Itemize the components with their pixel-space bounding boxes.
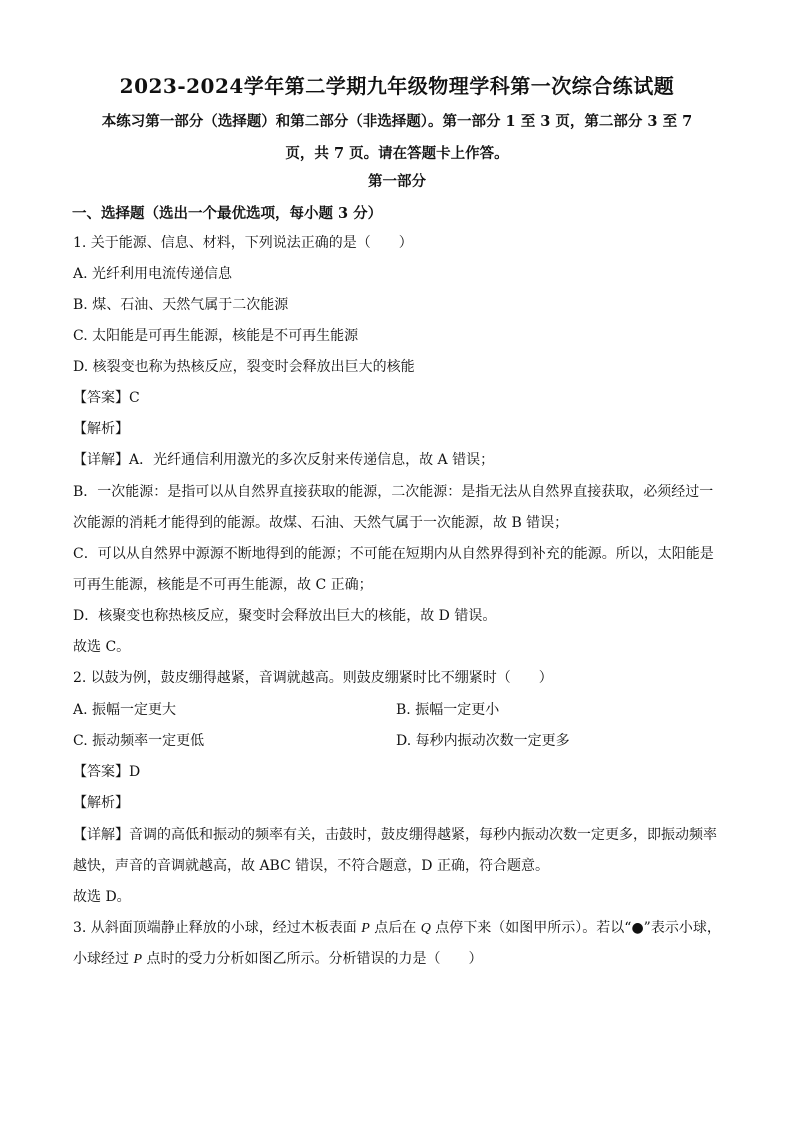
question-2-option-d: D. 每秒内振动次数一定更多 <box>396 733 570 749</box>
question-2-option-b: B. 振幅一定更小 <box>396 702 500 718</box>
point-q-label: Q <box>420 921 431 936</box>
question-1-option-a: A. 光纤利用电流传递信息 <box>73 266 233 282</box>
question-1-option-d: D. 核裂变也称为热核反应，裂变时会释放出巨大的核能 <box>73 359 415 375</box>
section-heading: 一、选择题（选出一个最优选项，每小题 3 分） <box>72 205 383 222</box>
question-1-answer <box>73 386 733 410</box>
stem-text: 3. 从斜面顶端静止释放的小球，经过木板表面 <box>73 920 362 936</box>
question-1-stem: 1. 关于能源、信息、材料，下列说法正确的是（ ） <box>73 235 413 251</box>
page-title: 2023-2024学年第二学期九年级物理学科第一次综合练试题 <box>119 74 675 98</box>
answer-label: 【答案】 <box>73 390 129 406</box>
question-2-option-c: C. 振动频率一定更低 <box>73 733 205 749</box>
point-p-label: P <box>361 921 370 936</box>
answer-label: 【答案】 <box>73 764 129 780</box>
intro-line-2: 页，共 7 页。请在答题卡上作答。 <box>285 145 509 162</box>
question-3-stem-line-2 <box>73 947 733 972</box>
question-2-analysis-label: 【解析】 <box>73 795 129 811</box>
intro-line-1: 本练习第一部分（选择题）和第二部分（非选择题）。第一部分 1 至 3 页，第二部分 3 至 7 <box>101 113 693 130</box>
question-2-conclusion: 故选 D。 <box>73 889 131 905</box>
question-2-detail-line: 越快，声音的音调就越高，故 ABC 错误，不符合题意，D 正确，符合题意。 <box>73 858 549 874</box>
question-2-stem: 2. 以鼓为例，鼓皮绷得越紧，音调就越高。则鼓皮绷紧时比不绷紧时（ ） <box>73 670 553 686</box>
question-1-detail-line: D．核聚变也称热核反应，聚变时会释放出巨大的核能，故 D 错误。 <box>73 608 497 624</box>
stem-text: 小球经过 <box>73 951 134 967</box>
question-1-analysis-label: 【解析】 <box>73 421 129 437</box>
point-p-label: P <box>133 952 143 967</box>
question-1-detail-line: 【详解】A．光纤通信利用激光的多次反射来传递信息，故 A 错误； <box>73 452 495 468</box>
question-3-stem-line-1 <box>73 916 733 941</box>
question-1-detail-line: 可再生能源，核能是不可再生能源，故 C 正确； <box>73 577 373 593</box>
stem-text: 点时的受力分析如图乙所示。分析错误的力是（ ） <box>142 951 483 967</box>
stem-text: 点后在 <box>369 920 421 936</box>
question-1-conclusion: 故选 C。 <box>73 639 131 655</box>
question-1-option-c: C. 太阳能是可再生能源，核能是不可再生能源 <box>73 328 359 344</box>
question-2-answer <box>73 760 733 784</box>
question-1-detail-line: B．一次能源：是指可以从自然界直接获取的能源，二次能源：是指无法从自然界直接获取，必须经过一 <box>73 484 714 500</box>
question-2-detail-line: 【详解】音调的高低和振动的频率有关，击鼓时，鼓皮绷得越紧，每秒内振动次数一定更多，即振动频率 <box>73 827 717 843</box>
question-2-option-a: A. 振幅一定更大 <box>73 702 177 718</box>
answer-value: C <box>129 390 140 406</box>
question-1-detail-line: C．可以从自然界中源源不断地得到的能源；不可能在短期内从自然界得到补充的能源。所以，太阳能是 <box>73 546 714 562</box>
stem-text: 点停下来（如图甲所示）。若以“●”表示小球， <box>430 920 721 936</box>
question-1-detail-line: 次能源的消耗才能得到的能源。故煤、石油、天然气属于一次能源，故 B 错误； <box>73 515 569 531</box>
question-1-option-b: B. 煤、石油、天然气属于二次能源 <box>73 297 289 313</box>
part-heading: 第一部分 <box>368 173 426 190</box>
answer-value: D <box>129 764 141 780</box>
